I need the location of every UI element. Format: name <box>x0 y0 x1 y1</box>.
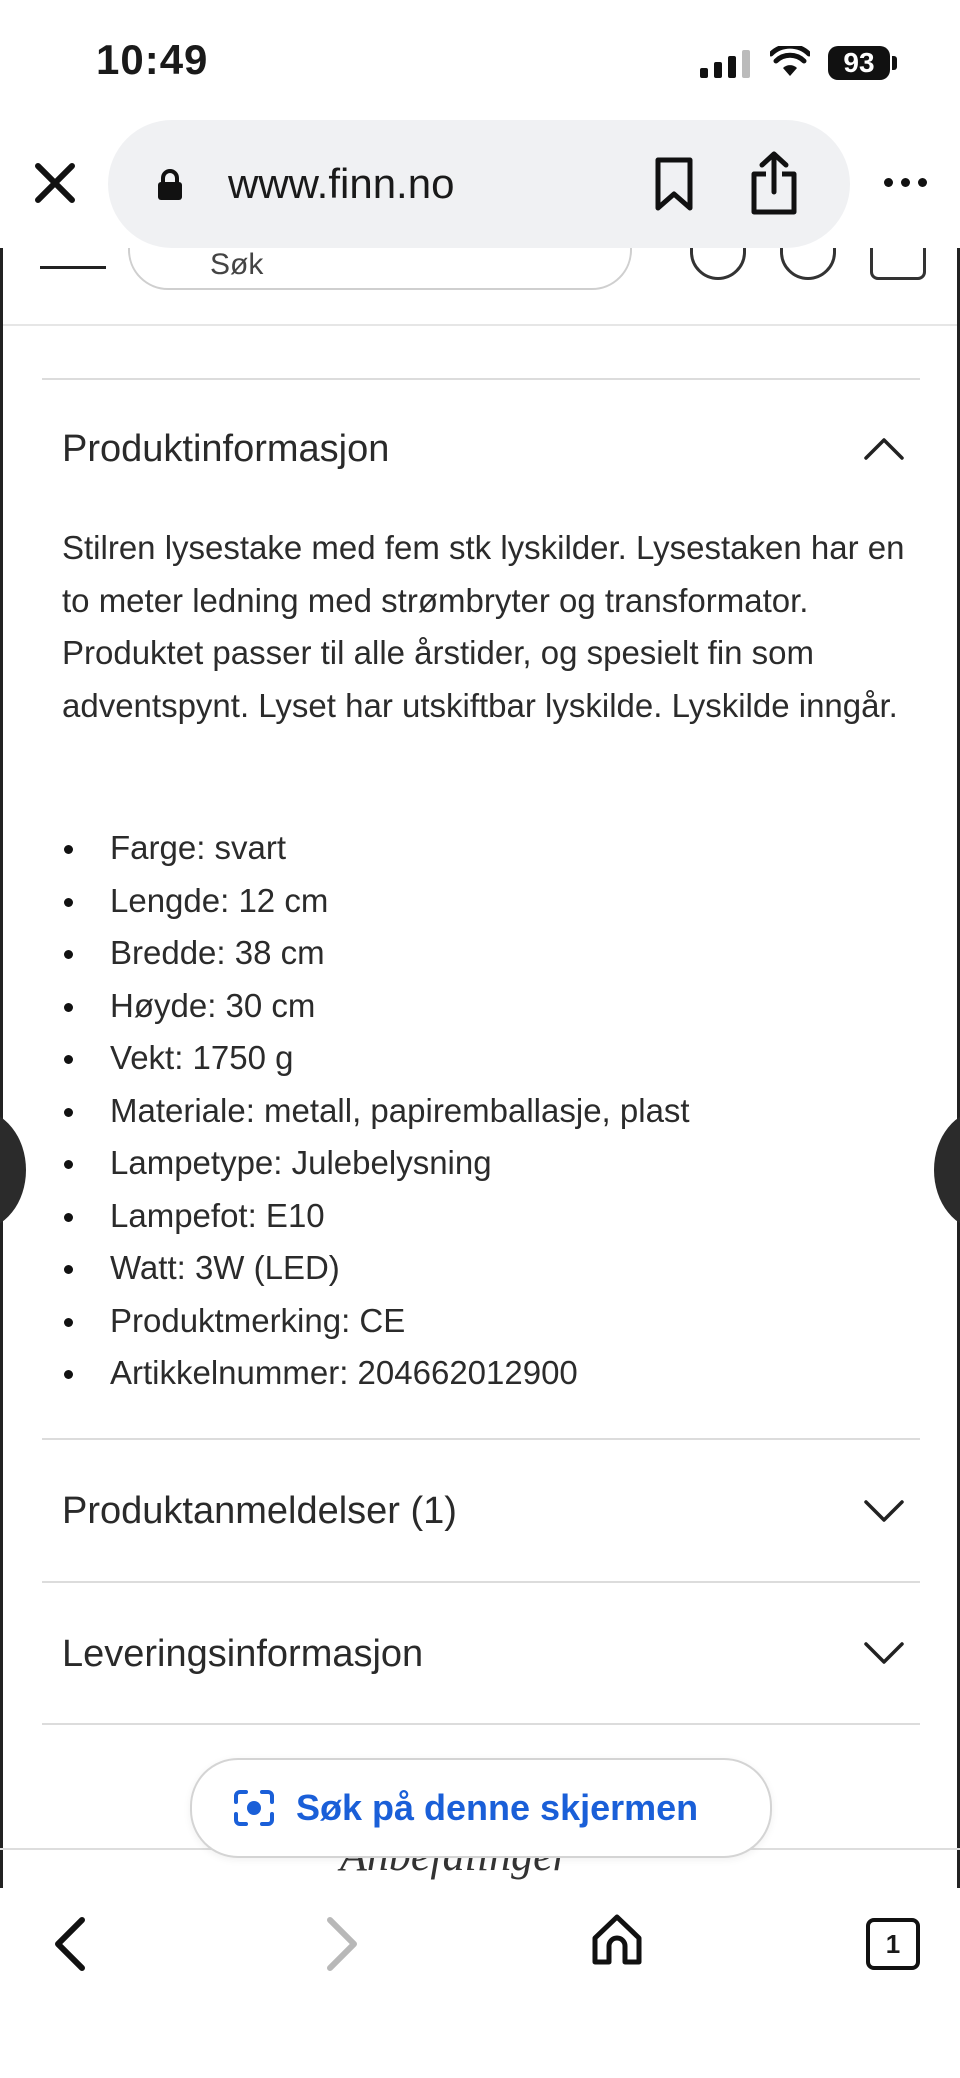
heart-icon[interactable] <box>780 248 836 280</box>
spec-item: Lampetype: Julebelysning <box>62 1137 690 1190</box>
profile-icon[interactable] <box>690 248 746 280</box>
battery-icon <box>828 46 890 80</box>
product-description: Stilren lysestake med fem stk lyskilder. Lysestaken har en to meter ledning med strømbryter og transformator. Produktet passer til alle årstider, og spesielt fin som adventspynt. Lyset har utskiftbar lyskilde. Lyskilde inngår. <box>62 529 905 724</box>
frame-edge-left <box>0 248 3 1888</box>
site-search-hint: Søk <box>210 248 264 281</box>
menu-icon[interactable] <box>40 266 106 269</box>
spec-item: Vekt: 1750 g <box>62 1032 690 1085</box>
spec-item: Produktmerking: CE <box>62 1295 690 1348</box>
side-handle-left[interactable] <box>0 1110 26 1230</box>
battery-tip <box>892 56 897 70</box>
spec-item: Bredde: 38 cm <box>62 927 690 980</box>
lock-icon <box>156 168 184 202</box>
site-search-input[interactable] <box>128 248 632 290</box>
home-icon[interactable] <box>590 1912 644 1968</box>
spec-item: Materiale: metall, papiremballasje, plast <box>62 1085 690 1138</box>
spec-item: Artikkelnummer: 204662012900 <box>62 1347 690 1400</box>
site-header <box>0 248 960 326</box>
close-icon[interactable] <box>30 158 80 208</box>
reviews-title: Produktanmeldelser (1) <box>62 1490 457 1532</box>
spec-item: Watt: 3W (LED) <box>62 1242 690 1295</box>
search-screen-button[interactable] <box>190 1758 772 1858</box>
browser-toolbar <box>0 120 960 248</box>
divider <box>42 1723 920 1725</box>
spec-item: Høyde: 30 cm <box>62 980 690 1033</box>
address-bar[interactable] <box>108 120 850 248</box>
search-screen-label: Søk på denne skjermen <box>296 1787 699 1828</box>
spec-item: Lampefot: E10 <box>62 1190 690 1243</box>
spec-item: Lengde: 12 cm <box>62 875 690 928</box>
forward-arrow-icon[interactable] <box>322 1914 362 1974</box>
chevron-up-icon[interactable] <box>862 434 906 464</box>
spec-item: Farge: svart <box>62 822 690 875</box>
delivery-title: Leveringsinformasjon <box>62 1633 424 1675</box>
cellular-signal-icon <box>700 50 750 78</box>
wifi-icon <box>770 46 810 78</box>
divider <box>42 1438 920 1440</box>
bag-icon[interactable] <box>870 248 926 280</box>
battery-level: 93 <box>843 47 875 78</box>
back-arrow-icon[interactable] <box>50 1914 90 1974</box>
url-text: www.finn.no <box>228 160 455 207</box>
divider <box>42 1581 920 1583</box>
browser-bottom-bar <box>0 1888 960 2078</box>
chevron-down-icon[interactable] <box>862 1638 906 1668</box>
tab-switcher-button[interactable] <box>866 1918 920 1970</box>
tab-count: 1 <box>885 1928 901 1959</box>
product-info-title: Produktinformasjon <box>62 428 390 470</box>
side-handle-right[interactable] <box>934 1110 960 1230</box>
product-specs-list <box>62 822 690 1400</box>
divider <box>42 378 920 380</box>
bookmark-icon[interactable] <box>652 156 696 212</box>
share-icon[interactable] <box>748 150 800 216</box>
chevron-down-icon[interactable] <box>862 1496 906 1526</box>
status-bar <box>0 0 960 120</box>
status-time: 10:49 <box>96 36 209 83</box>
more-options-icon[interactable] <box>884 178 927 187</box>
lens-camera-icon <box>232 1788 276 1828</box>
